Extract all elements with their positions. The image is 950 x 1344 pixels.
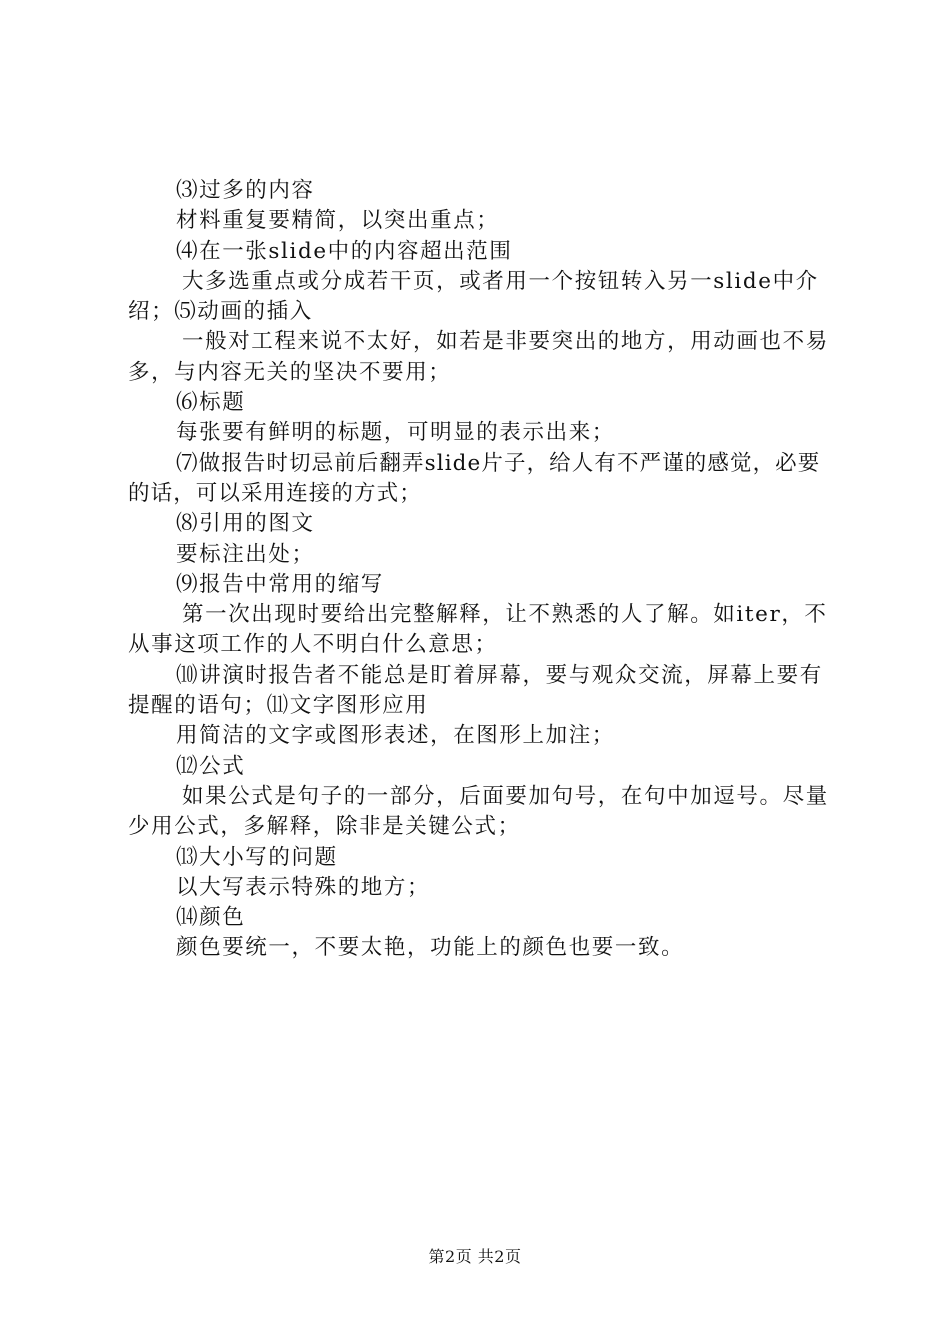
paragraph-item-3-heading: ⑶过多的内容: [176, 178, 315, 203]
paragraph-item-12-heading: ⑿公式: [176, 753, 246, 779]
paragraph-item-3-body: 材料重复要精简，以突出重点；: [176, 208, 500, 234]
paragraph-item-12-body: 如果公式是句子的一部分，后面要加句号，在句中加逗号。尽量少用公式，多解释，除非是关键公式；: [128, 783, 829, 840]
paragraph-item-10: ⑽讲演时报告者不能总是盯着屏幕，要与观众交流，屏幕上要有提醒的语句；⑾文字图形应用: [128, 662, 823, 719]
paragraph-item-6-heading: ⑹标题: [176, 390, 246, 416]
paragraph-item-13-heading: ⒀大小写的问题: [176, 844, 338, 870]
paragraph-item-9-body: 第一次出现时要给出完整解释，让不熟悉的人了解。如iter，不从事这项工作的人不明白什么意思；: [128, 602, 828, 658]
paragraph-item-8-heading: ⑻引用的图文: [176, 511, 315, 537]
document-body: [128, 176, 840, 964]
paragraph-item-7: ⑺做报告时切忌前后翻弄slide片子，给人有不严谨的感觉，必要的话，可以采用连接的方式；: [128, 450, 821, 506]
paragraph-item-13-body: 以大写表示特殊的地方；: [176, 874, 431, 900]
paragraph-item-8-body: 要标注出处；: [176, 541, 315, 567]
page-number-footer: 第2页 共2页: [428, 1247, 522, 1266]
paragraph-item-5-body: 一般对工程来说不太好，如若是非要突出的地方，用动画也不易多，与内容无关的坚决不要用；: [128, 329, 829, 385]
paragraph-item-14-heading: ⒁颜色: [176, 905, 246, 931]
paragraph-item-14-body: 颜色要统一，不要太艳，功能上的颜色也要一致。: [176, 935, 685, 961]
paragraph-item-11-body: 用简洁的文字或图形表述，在图形上加注；: [176, 723, 615, 749]
paragraph-item-4-heading: ⑷在一张slide中的内容超出范围: [176, 238, 513, 264]
paragraph-item-4-body: 大多选重点或分成若干页，或者用一个按钮转入另一slide中介绍；⑸动画的插入: [128, 268, 819, 325]
paragraph-item-6-body: 每张要有鲜明的标题，可明显的表示出来；: [176, 420, 615, 446]
paragraph-item-9-heading: ⑼报告中常用的缩写: [176, 571, 384, 597]
